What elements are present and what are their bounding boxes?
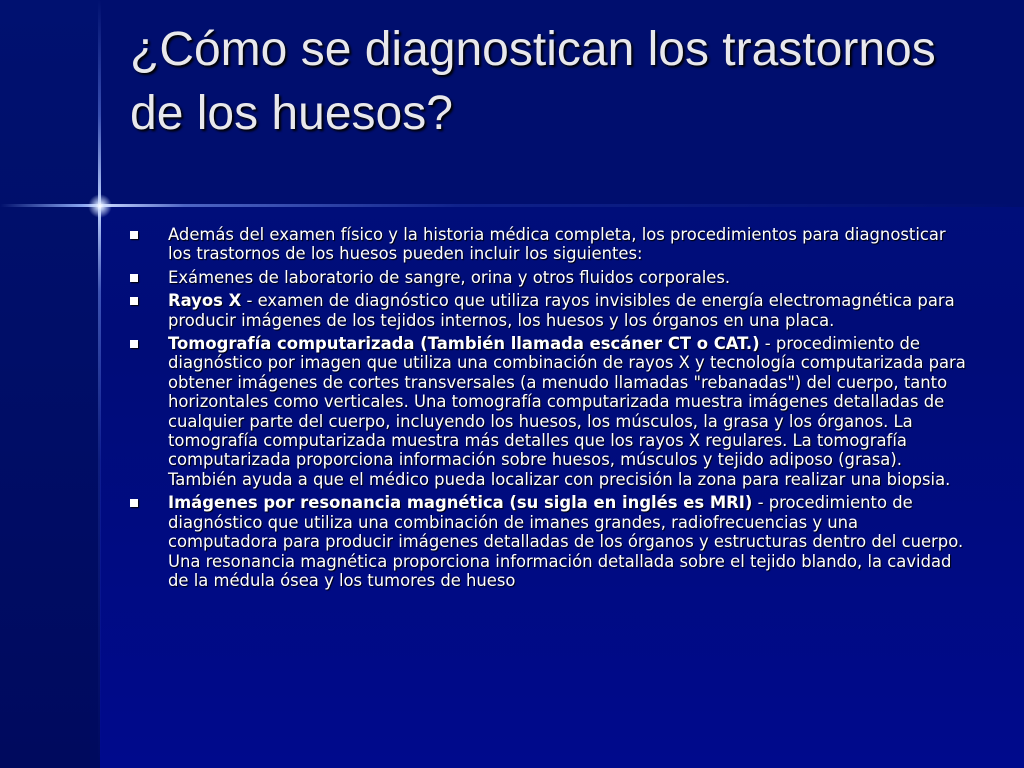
square-bullet-icon xyxy=(130,231,138,239)
bullet-text: - procedimiento de diagnóstico por imagen que utiliza una combinación de rayos X y tecnología computarizada para obtener imágenes de cortes transversales (a menudo llamadas "rebanadas") del cuerpo, tanto horizontales como verticales. Una tomografía computarizada muestra imágenes detalladas de cualquier parte del cuerpo, incluyendo los huesos, los músculos, la grasa y los órganos. La tomografía computarizada muestra más detalles que los rayos X regulares. La tomografía computarizada proporciona información sobre huesos, músculos y tejido adiposo (grasa). También ayuda a que el médico pueda localizar con precisión la zona para realizar una biopsia. xyxy=(168,334,966,489)
bullet-term: Rayos X xyxy=(168,291,242,311)
square-bullet-icon xyxy=(130,340,138,348)
bullet-item-intro xyxy=(128,225,968,264)
bullet-text: Exámenes de laboratorio de sangre, orina y otros fluidos corporales. xyxy=(168,267,731,287)
bullet-item-xray xyxy=(128,291,968,330)
bullet-text: - procedimiento de diagnóstico que utiliza una combinación de imanes grandes, radiofrecuencias y una computadora para producir imágenes detalladas de los órganos y estructuras dentro del cuerpo. Una resonancia magnética proporciona información detallada sobre el tejido blando, la cavidad de la médula ósea y los tumores de hueso xyxy=(168,493,964,590)
sparkle-icon xyxy=(88,194,112,218)
bullet-term: Imágenes por resonancia magnética (su sigla en inglés es MRI) xyxy=(168,493,753,513)
square-bullet-icon xyxy=(130,274,138,282)
bullet-text: Además del examen físico y la historia médica completa, los procedimientos para diagnosticar los trastornos de los huesos pueden incluir los siguientes: xyxy=(168,225,946,264)
square-bullet-icon xyxy=(130,499,138,507)
bullet-text: - examen de diagnóstico que utiliza rayos invisibles de energía electromagnética para producir imágenes de los tejidos internos, los huesos y los órganos en una placa. xyxy=(168,291,955,330)
bullet-term: Tomografía computarizada (También llamada escáner CT o CAT.) xyxy=(168,334,760,354)
horizontal-glow-line xyxy=(0,204,1024,207)
vertical-glow-line xyxy=(98,0,101,768)
bullet-list xyxy=(128,225,968,594)
bullet-item-ct-scan xyxy=(128,334,968,489)
slide-title: ¿Cómo se diagnostican los trastornos de los huesos? xyxy=(130,23,936,140)
square-bullet-icon xyxy=(130,297,138,305)
bullet-item-lab-tests xyxy=(128,268,968,287)
bullet-item-mri xyxy=(128,493,968,590)
left-background-band xyxy=(0,0,100,768)
